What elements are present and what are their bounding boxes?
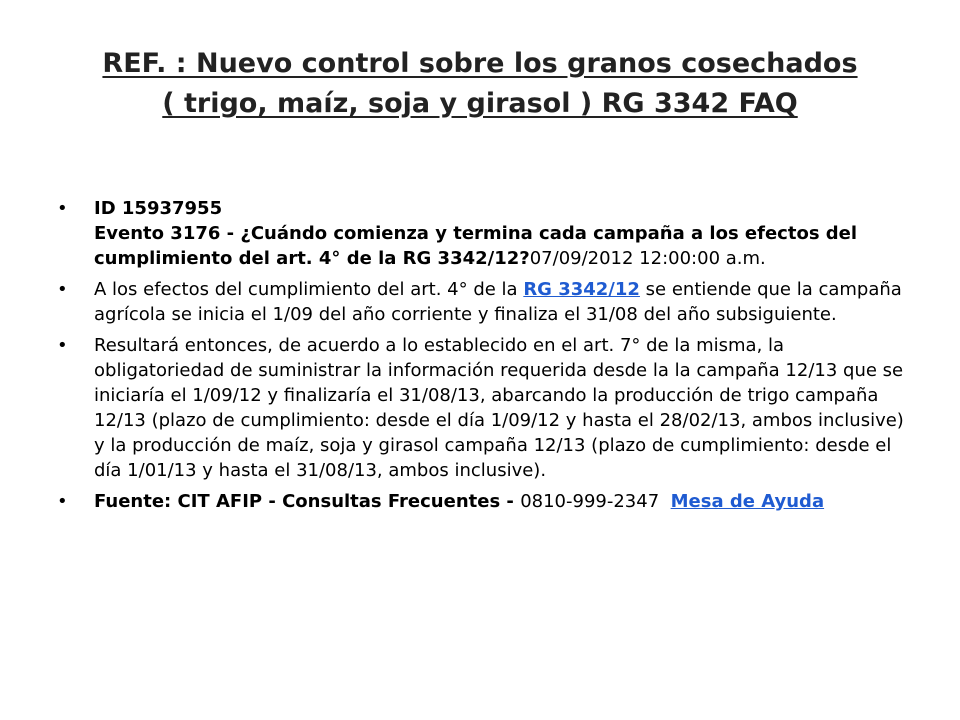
bullet-marker: • [57,335,68,356]
title-line-2: ( trigo, maíz, soja y girasol ) RG 3342 FAQ [162,88,798,119]
bullet-item-id [56,196,916,271]
bullet-list [56,196,916,520]
rg-3342-link[interactable]: RG 3342/12 [523,279,640,300]
bullet-marker: • [57,279,68,300]
bullet-item-source [56,489,916,514]
bullet-item-obligation [56,333,916,483]
id-line: ID 15937955 [94,198,223,219]
bullet-marker: • [57,198,68,219]
obligation-text: Resultará entonces, de acuerdo a lo establecido en el art. 7° de la misma, la obligatoriedad de suministrar la información requerida desde la la campaña 12/13 que se iniciaría el 1/09/12 y finalizaría el 31/08/13, abarcando la producción de trigo campaña 12/13 (plazo de cumplimiento: desde el día 1/09/12 y hasta el 28/02/13, ambos inclusive) y la producción de maíz, soja y girasol campaña 12/13 (plazo de cumplimiento: desde el día 1/01/13 y hasta el 31/08/13, ambos inclusive). [94,335,904,481]
bullet-marker: • [57,491,68,512]
event-date: 07/09/2012 12:00:00 a.m. [529,248,766,269]
slide-title [60,44,900,124]
campaign-text-before: A los efectos del cumplimiento del art. 4° de la [94,279,524,300]
phone-number: 0810-999-2347 [520,491,671,512]
source-label: Fuente: CIT AFIP - Consultas Frecuentes - [94,491,521,512]
bullet-item-campaign [56,277,916,327]
campaign-text-after: se entiende que la campaña agrícola se inicia el 1/09 del año corriente y finaliza el 31/08 del año subsiguiente. [94,279,902,325]
event-question: Evento 3176 - ¿Cuándo comienza y termina cada campaña a los efectos del cumplimiento del art. 4° de la RG 3342/12? [94,223,858,269]
title-line-1: REF. : Nuevo control sobre los granos cosechados [102,48,858,79]
help-desk-link[interactable]: Mesa de Ayuda [670,491,825,512]
